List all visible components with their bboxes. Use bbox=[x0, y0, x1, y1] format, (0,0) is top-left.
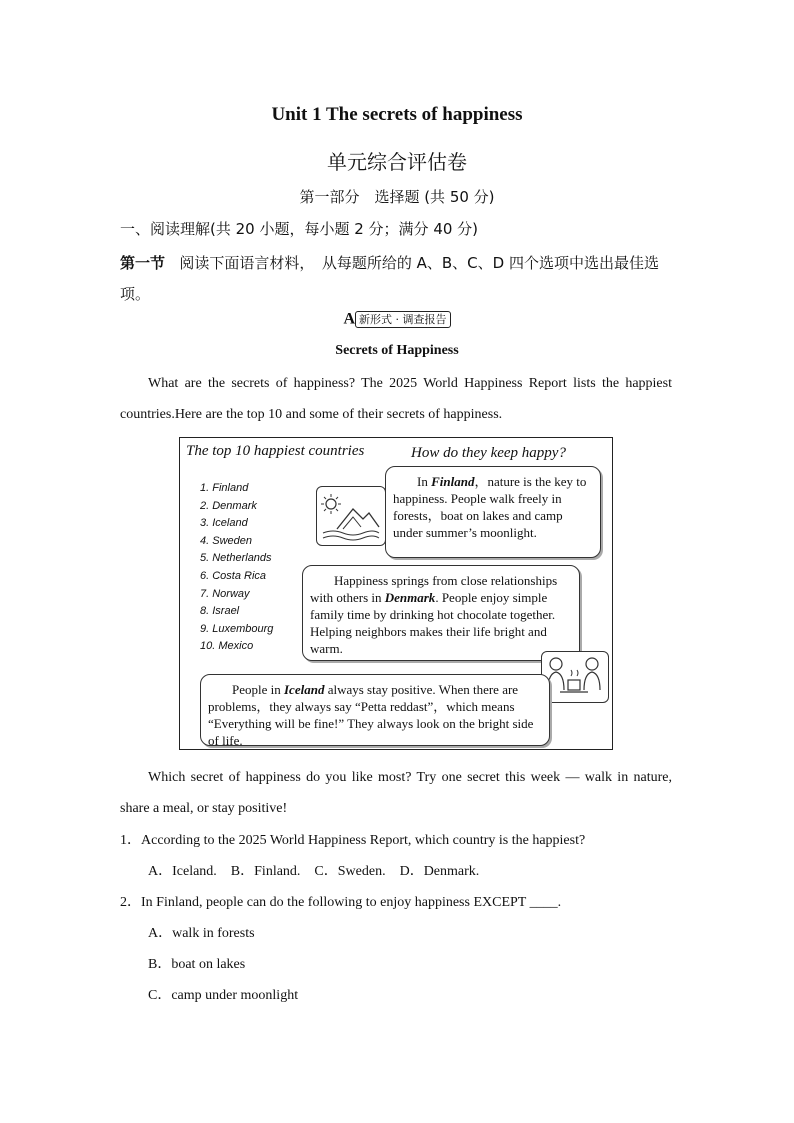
instruction-label: 第一节 bbox=[120, 254, 166, 272]
passage-closing: Which secret of happiness do you like most? Try one secret this week — walk in nature, share a meal, or stay positive! bbox=[120, 770, 672, 816]
nature-scene-icon bbox=[316, 486, 386, 546]
list-item: 9. Luxembourg bbox=[200, 622, 274, 635]
list-item: 1. Finland bbox=[200, 482, 249, 494]
country-list-heading: The top 10 happiest countries bbox=[186, 443, 365, 459]
denmark-bubble bbox=[302, 565, 580, 661]
country-list bbox=[200, 480, 273, 656]
section-heading: 一、阅读理解(共 20 小题，每小题 2 分；满分 40 分) bbox=[120, 220, 479, 238]
part-heading: 第一部分 选择题 (共 50 分) bbox=[299, 188, 495, 206]
list-item: 6. Costa Rica bbox=[200, 569, 267, 582]
question-2-stem: 2．In Finland, people can do the following to enjoy happiness EXCEPT ____. bbox=[120, 895, 562, 910]
iceland-bubble bbox=[200, 674, 550, 746]
family-drinking-icon bbox=[541, 651, 609, 703]
question-2-option-c: C．camp under moonlight bbox=[148, 988, 299, 1003]
exam-subtitle: 单元综合评估卷 bbox=[327, 150, 467, 174]
happiness-figure bbox=[179, 437, 613, 750]
list-item: 8. Israel bbox=[200, 605, 240, 618]
list-item: 10. Mexico bbox=[200, 640, 254, 653]
passage-letter: A bbox=[343, 310, 356, 328]
iceland-text-pre: People in bbox=[232, 682, 284, 697]
finland-text-pre: In bbox=[417, 474, 432, 489]
list-item: 4. Sweden bbox=[200, 534, 252, 547]
passage-badge: 新形式 · 调查报告 bbox=[355, 311, 451, 328]
passage-tag bbox=[0, 310, 794, 328]
iceland-text-post: always stay positive. When there are problems，they always say “Petta reddast”，which means “Everything will be fine!” They always look on the bright side of life. bbox=[208, 682, 534, 748]
passage-intro: What are the secrets of happiness? The 2025 World Happiness Report lists the happiest countries.Here are the top 10 and some of their secrets of happiness. bbox=[120, 376, 672, 422]
finland-text-post: ，nature is the key to happiness. People walk freely in forests，boat on lakes and camp under summer’s moonlight. bbox=[393, 474, 587, 540]
list-item: 5. Netherlands bbox=[200, 552, 272, 565]
question-2-option-b: B．boat on lakes bbox=[148, 957, 246, 972]
question-2-option-a: A．walk in forests bbox=[148, 926, 255, 941]
denmark-text-post: . People enjoy simple family time by drinking hot chocolate together. Helping neighbors makes their life bright and warm. bbox=[310, 590, 556, 656]
question-1-stem: 1．According to the 2025 World Happiness Report, which country is the happiest? bbox=[120, 833, 586, 848]
finland-bubble bbox=[385, 466, 601, 558]
passage-title: Secrets of Happiness bbox=[335, 343, 459, 358]
denmark-text-pre: Happiness springs from close relationships with others in bbox=[310, 573, 558, 605]
denmark-country: Denmark bbox=[384, 590, 436, 605]
tips-heading: How do they keep happy? bbox=[411, 445, 566, 461]
list-item: 7. Norway bbox=[200, 587, 250, 600]
page-title: Unit 1 The secrets of happiness bbox=[271, 104, 523, 125]
finland-country: Finland bbox=[431, 474, 475, 489]
instruction-text: 阅读下面语言材料， 从每题所给的 A、B、C、D 四个选项中选出最佳选项。 bbox=[120, 254, 659, 303]
list-item: 2. Denmark bbox=[200, 499, 257, 512]
list-item: 3. Iceland bbox=[200, 517, 248, 530]
iceland-country: Iceland bbox=[284, 682, 325, 697]
section-instruction bbox=[120, 248, 680, 310]
question-1-options: A．Iceland. B．Finland. C．Sweden. D．Denmark. bbox=[148, 864, 480, 879]
